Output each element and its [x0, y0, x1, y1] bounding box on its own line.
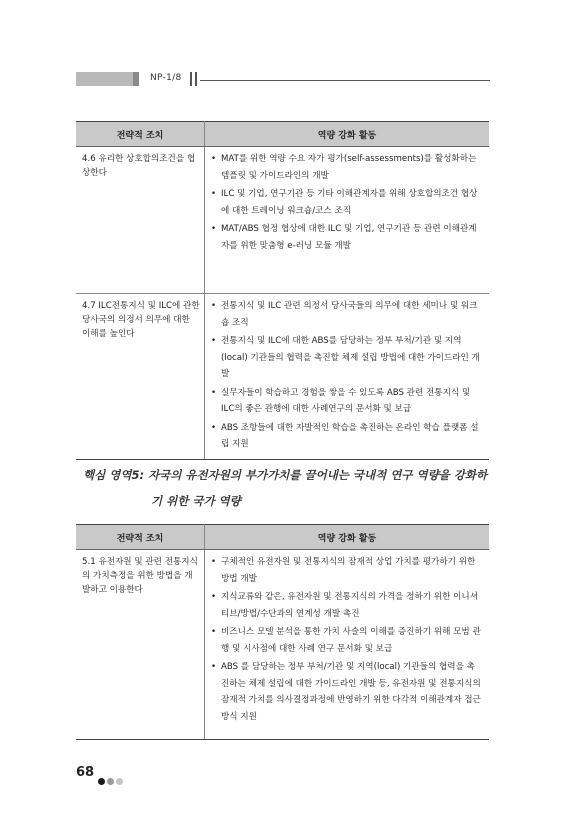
table-header-row: [76, 122, 489, 147]
strategic-action-cell: 5.1 유전자원 및 관련 전통지식의 가치측정을 위한 방법을 개발하고 이용한다: [76, 550, 205, 740]
bullet-icon: •: [211, 154, 217, 164]
strategic-action-cell: 4.7 ILC전통지식 및 ILC에 관한 당사국의 의정서 의무에 대한 이해를 높인다: [76, 294, 205, 460]
capacity-table-2: [76, 524, 489, 740]
dot-icon: [107, 778, 114, 785]
bullet-icon: •: [211, 662, 217, 672]
activity-cell: [205, 294, 490, 460]
strategic-action-cell: 4.6 유리한 상호합의조건을 협상한다: [76, 147, 205, 294]
page-number: 68: [76, 765, 95, 780]
list-item: • 구체적인 유전자원 및 전통지식의 잠재적 상업 가치를 평가하기 위한 방법 개발: [211, 554, 481, 587]
header-separator: [195, 72, 197, 86]
header-bar-decoration: [76, 72, 138, 86]
section-heading-line-2: 기 위한 국가 역량: [151, 494, 241, 508]
bullet-icon: •: [211, 224, 217, 234]
bullet-icon: •: [211, 627, 217, 637]
bullet-icon: •: [211, 592, 217, 602]
list-item: • 실무자들이 학습하고 경험을 쌓을 수 있도록 ABS 관련 전통지식 및 ILC의 좋은 관행에 대한 사례연구의 문서화 및 보급: [211, 385, 481, 418]
table-row: [76, 550, 489, 740]
list-item: • MAT/ABS 협정 협상에 대한 ILC 및 기업, 연구기관 등 관련 이해관계자를 위한 맞춤형 e-러닝 모듈 개발: [211, 221, 481, 254]
list-item: • ILC 및 기업, 연구기관 등 기타 이해관계자를 위해 상호합의조건 협상에 대한 트레이닝 워크숍/코스 조직: [211, 186, 481, 219]
column-header-activity: 역량 강화 활동: [205, 525, 490, 550]
table-row: [76, 147, 489, 294]
list-item: • 비즈니스 모델 분석을 통한 가치 사슬의 이해를 증진하기 위해 모범 관행 및 시사점에 대한 사례 연구 문서화 및 보급: [211, 624, 481, 657]
bullet-icon: •: [211, 336, 217, 346]
activity-cell: [205, 147, 490, 294]
list-item: • 전통지식 및 ILC 관련 의정서 당사국들의 의무에 대한 세미나 및 워크숍 조직: [211, 298, 481, 331]
dot-icon: [98, 778, 105, 785]
bullet-icon: •: [211, 422, 217, 433]
list-item: • MAT를 위한 역량 수요 자가 평가(self-assessments)를 활성화하는 템플릿 및 가이드라인의 개발: [211, 151, 481, 184]
list-item: • ABS 조항들에 대한 자발적인 학습을 촉진하는 온라인 학습 플랫폼 설립 지원: [211, 420, 481, 453]
header-bar-accent: [133, 72, 139, 86]
header-rule: [200, 80, 490, 81]
list-item: • 지식교류와 같은, 유전자원 및 전통지식의 가격을 정하기 위한 이니셔티브/방법/수단과의 연계성 개발 촉진: [211, 589, 481, 622]
table-row: [76, 294, 489, 460]
bullet-icon: •: [211, 557, 217, 567]
bullet-icon: •: [211, 387, 217, 398]
column-header-activity: 역량 강화 활동: [205, 122, 490, 147]
column-header-action: 전략적 조치: [76, 525, 205, 550]
activity-cell: [205, 550, 490, 740]
bullet-icon: •: [211, 301, 217, 311]
column-header-action: 전략적 조치: [76, 122, 205, 147]
section-heading-line-1: 핵심 영역5: 자국의 유전자원의 부가가치를 끌어내는 국내적 연구 역량을 강화하: [83, 468, 488, 482]
table-header-row: [76, 525, 489, 550]
page-dots-decoration: [98, 770, 125, 789]
section-heading: [83, 462, 503, 514]
list-item: • ABS 를 담당하는 정부 부처/기관 및 지역(local) 기관들의 협력을 촉진하는 체제 설립에 대한 가이드라인 개발 등, 유전자원 및 전통지식의 잠재적 가치를 의사결정과정에 반영하기 위한 다각적 이해관계자 접근방식 지원: [211, 659, 481, 725]
capacity-table-1: [76, 121, 489, 460]
document-code: NP-1/8: [150, 73, 182, 83]
header-separator: [190, 72, 192, 86]
dot-icon: [116, 778, 123, 785]
list-item: • 전통지식 및 ILC에 대한 ABS를 담당하는 정부 부처/기관 및 지역(local) 기관들의 협력을 촉진할 체제 설립 방법에 대한 가이드라인 개발: [211, 333, 481, 383]
bullet-icon: •: [211, 189, 217, 199]
